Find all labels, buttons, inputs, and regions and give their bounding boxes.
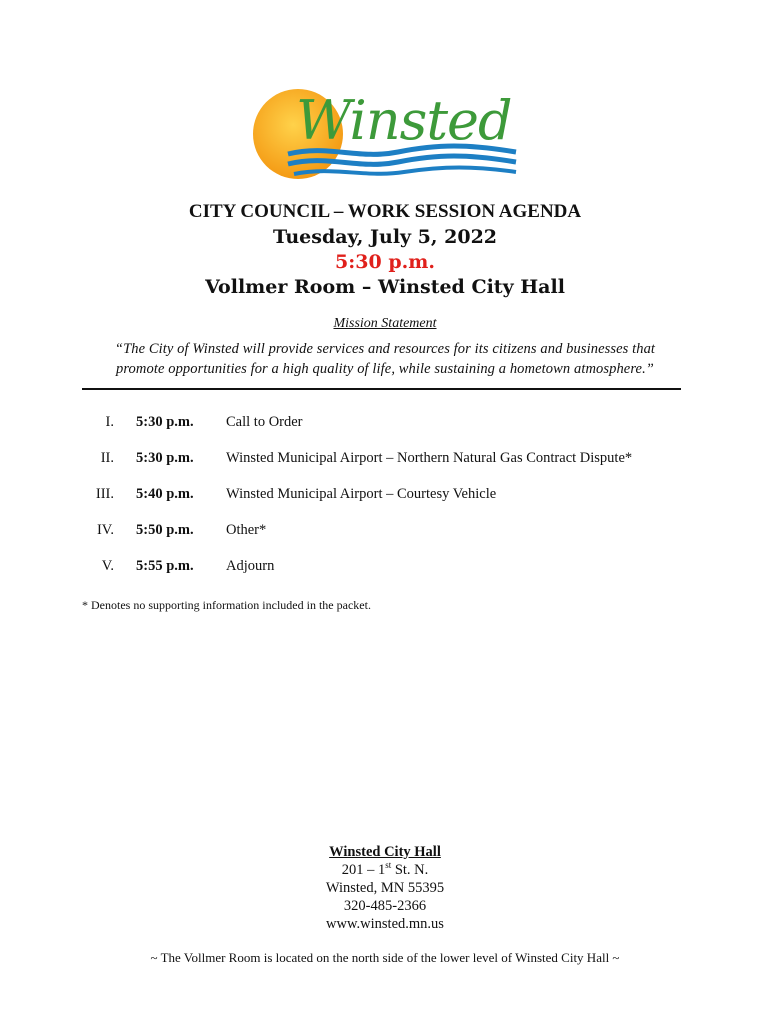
agenda-item	[0, 483, 770, 505]
agenda-item-number: I.	[105, 414, 114, 430]
location-note: ~ The Vollmer Room is located on the north side of the lower level of Winsted City Hall ~	[150, 950, 620, 965]
mission-statement-text: “The City of Winsted will provide services and resources for its citizens and businesses that promote opportunities for a high quality of life, while sustaining a hometown atmosphere.”	[114, 341, 656, 377]
agenda-item-time: 5:40 p.m.	[136, 486, 194, 502]
meeting-date: Tuesday, July 5, 2022	[272, 226, 498, 248]
address-website: www.winsted.mn.us	[326, 916, 444, 932]
agenda-item-title: Adjourn	[226, 558, 275, 574]
agenda-item-time: 5:30 p.m.	[136, 450, 194, 466]
agenda-item-time: 5:55 p.m.	[136, 558, 194, 574]
mission-statement-label: Mission Statement	[333, 316, 437, 331]
address-title: Winsted City Hall	[329, 844, 441, 860]
divider-rule	[82, 388, 681, 390]
meeting-location: Vollmer Room – Winsted City Hall	[205, 276, 565, 298]
agenda-item-time: 5:50 p.m.	[136, 522, 194, 538]
footnote: * Denotes no supporting information included in the packet.	[82, 598, 371, 612]
city-hall-address	[0, 843, 770, 933]
agenda-item-number: IV.	[96, 522, 114, 538]
agenda-item	[0, 519, 770, 541]
street-number: 201 – 1	[341, 862, 386, 878]
agenda-item-number: II.	[100, 450, 114, 466]
agenda-title: CITY COUNCIL – WORK SESSION AGENDA	[188, 201, 582, 222]
agenda-item-title: Call to Order	[226, 414, 303, 430]
street-ordinal: st	[385, 860, 392, 871]
agenda-item	[0, 447, 770, 469]
agenda-item-time: 5:30 p.m.	[136, 414, 194, 430]
agenda-item-title: Winsted Municipal Airport – Courtesy Vehicle	[226, 486, 497, 502]
agenda-item-number: V.	[101, 558, 114, 574]
logo-wordmark: Winsted	[296, 89, 512, 152]
agenda-item-title: Winsted Municipal Airport – Northern Natural Gas Contract Dispute*	[226, 450, 633, 466]
address-city: Winsted, MN 55395	[325, 880, 445, 896]
agenda-item	[0, 411, 770, 433]
agenda-item-title: Other*	[226, 522, 267, 538]
agenda-item	[0, 555, 770, 577]
street-name: St. N.	[391, 862, 429, 878]
address-street	[0, 861, 770, 879]
agenda-item-number: III.	[95, 486, 114, 502]
address-phone: 320-485-2366	[343, 898, 427, 914]
winsted-logo	[248, 88, 522, 180]
meeting-time: 5:30 p.m.	[335, 251, 435, 273]
